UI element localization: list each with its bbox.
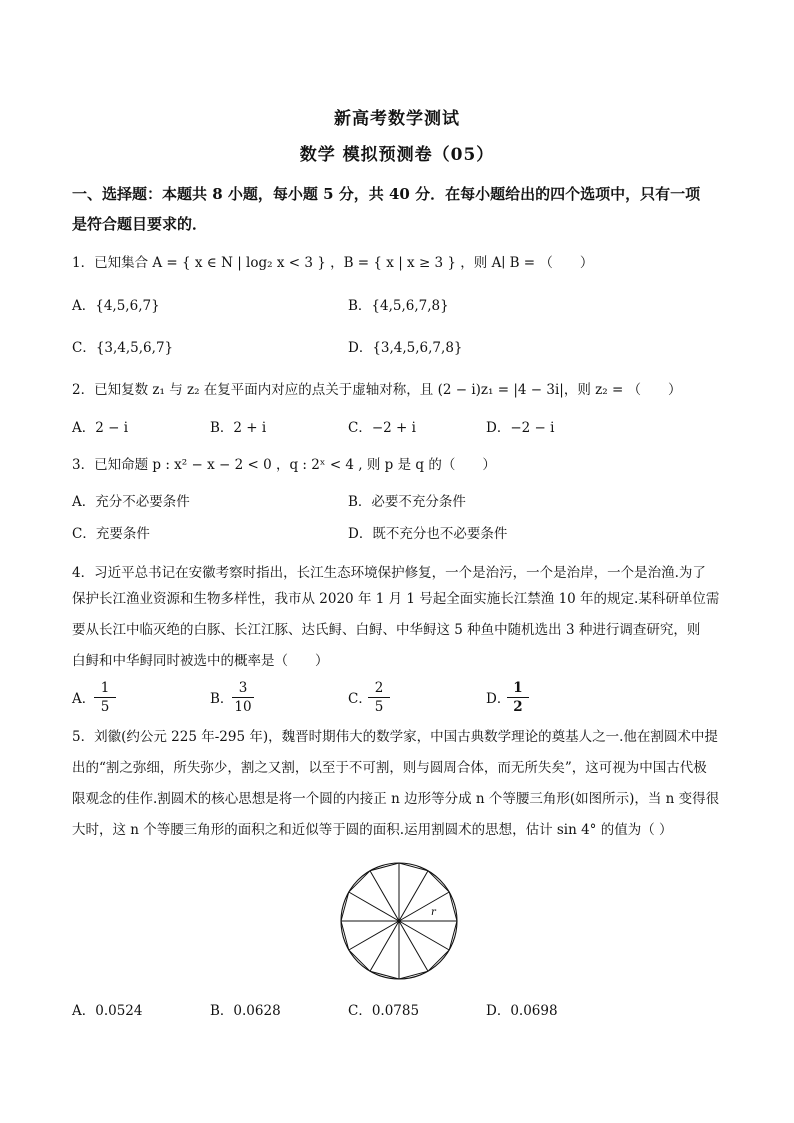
- section-heading-cont: 是符合题目要求的．: [72, 215, 208, 233]
- question-4-stem-line-3: 要从长江中临灭绝的白豚、长江江豚、达氏鲟、白鲟、中华鲟这 5 种鱼中随机选出 3 种进行调查研究，则: [72, 622, 701, 638]
- spoke-line: [399, 921, 449, 950]
- question-5-stem-line-4: 大时，这 n 个等腰三角形的面积之和近似等于圆的面积.运用割圆术的思想，估计 sin 4° 的值为（ ）: [72, 822, 673, 838]
- question-3-option-b[interactable]: B．必要不充分条件: [348, 494, 466, 510]
- question-1-stem: 1．已知集合 A = { x ∈ N | log₂ x < 3 } ，B = { x | x ≥ 3 } ，则 A∣ B = （ ）: [72, 255, 594, 271]
- question-4-option-c-fraction: 2 5: [368, 680, 390, 715]
- question-3-option-c[interactable]: C．充要条件: [72, 526, 150, 542]
- question-5-stem-line-2: 出的“割之弥细，所失弥少，割之又割，以至于不可割，则与圆周合体，而无所失矣”，这可视为中国古代极: [72, 760, 707, 776]
- radius-label: r: [431, 907, 436, 918]
- question-2-stem: 2．已知复数 z₁ 与 z₂ 在复平面内对应的点关于虚轴对称，且 (2 − i)z₁ = |4 − 3i|，则 z₂ = （ ）: [72, 382, 682, 398]
- question-4-option-b[interactable]: B．: [210, 691, 234, 707]
- question-5-option-c[interactable]: C．0.0785: [348, 1003, 420, 1019]
- question-4-option-a-fraction: 1 5: [94, 680, 116, 715]
- question-5-stem-line-1: 5．刘徽(约公元 225 年-295 年)，魏晋时期伟大的数学家，中国古典数学理论的奠基人之一.他在割圆术中提: [72, 729, 718, 745]
- question-3-option-d[interactable]: D．既不充分也不必要条件: [348, 526, 508, 542]
- question-2-option-d[interactable]: D．−2 − i: [486, 420, 555, 436]
- spoke-line: [370, 871, 399, 921]
- question-4-option-c[interactable]: C．: [348, 691, 372, 707]
- spoke-line: [399, 921, 428, 971]
- question-5-stem-line-3: 限观念的佳作.割圆术的核心思想是将一个圆的内接正 n 边形等分成 n 个等腰三角形(如图所示)，当 n 变得很: [72, 791, 720, 807]
- question-4-option-a[interactable]: A．: [72, 691, 96, 707]
- question-2-option-b[interactable]: B．2 + i: [210, 420, 267, 436]
- section-heading: 一、选择题：本题共 8 小题，每小题 5 分，共 40 分．在每小题给出的四个选项中，只有一项: [72, 185, 701, 203]
- question-4-stem-line-1: 4．习近平总书记在安徽考察时指出，长江生态环境保护修复，一个是治污，一个是治岸，一个是治渔.为了: [72, 565, 706, 581]
- question-5-option-a[interactable]: A．0.0524: [72, 1003, 143, 1019]
- inscribed-polygon-figure: [338, 860, 460, 982]
- question-2-option-a[interactable]: A．2 − i: [72, 420, 129, 436]
- page-subtitle: 数学 模拟预测卷（05）: [299, 145, 495, 165]
- circle-diagram: [341, 863, 457, 979]
- question-1-option-b[interactable]: B．{4,5,6,7,8}: [348, 298, 449, 314]
- question-1-option-a[interactable]: A．{4,5,6,7}: [72, 298, 160, 314]
- question-1-option-c[interactable]: C．{3,4,5,6,7}: [72, 340, 174, 356]
- question-4-stem-line-4: 白鲟和中华鲟同时被选中的概率是（ ）: [72, 653, 329, 669]
- question-5-option-d[interactable]: D．0.0698: [486, 1003, 558, 1019]
- spoke-line: [399, 892, 449, 921]
- question-4-option-d-fraction: 1 2: [507, 680, 529, 715]
- question-5-option-b[interactable]: B．0.0628: [210, 1003, 281, 1019]
- question-2-option-c[interactable]: C．−2 + i: [348, 420, 416, 436]
- spoke-line: [349, 892, 399, 921]
- question-3-stem: 3．已知命题 p : x² − x − 2 < 0 ，q : 2ˣ < 4 , 则 p 是 q 的（ ）: [72, 457, 496, 473]
- spoke-line: [399, 871, 428, 921]
- spoke-line: [349, 921, 399, 950]
- question-4-stem-line-2: 保护长江渔业资源和生物多样性，我市从 2020 年 1 月 1 号起全面实施长江禁渔 10 年的规定.某科研单位需: [72, 591, 720, 607]
- question-4-option-d[interactable]: D．: [486, 691, 511, 707]
- question-1-option-d[interactable]: D．{3,4,5,6,7,8}: [348, 340, 463, 356]
- question-4-option-b-fraction: 3 10: [232, 680, 254, 715]
- spoke-line: [370, 921, 399, 971]
- page-title: 新高考数学测试: [334, 109, 460, 129]
- question-3-option-a[interactable]: A．充分不必要条件: [72, 494, 190, 510]
